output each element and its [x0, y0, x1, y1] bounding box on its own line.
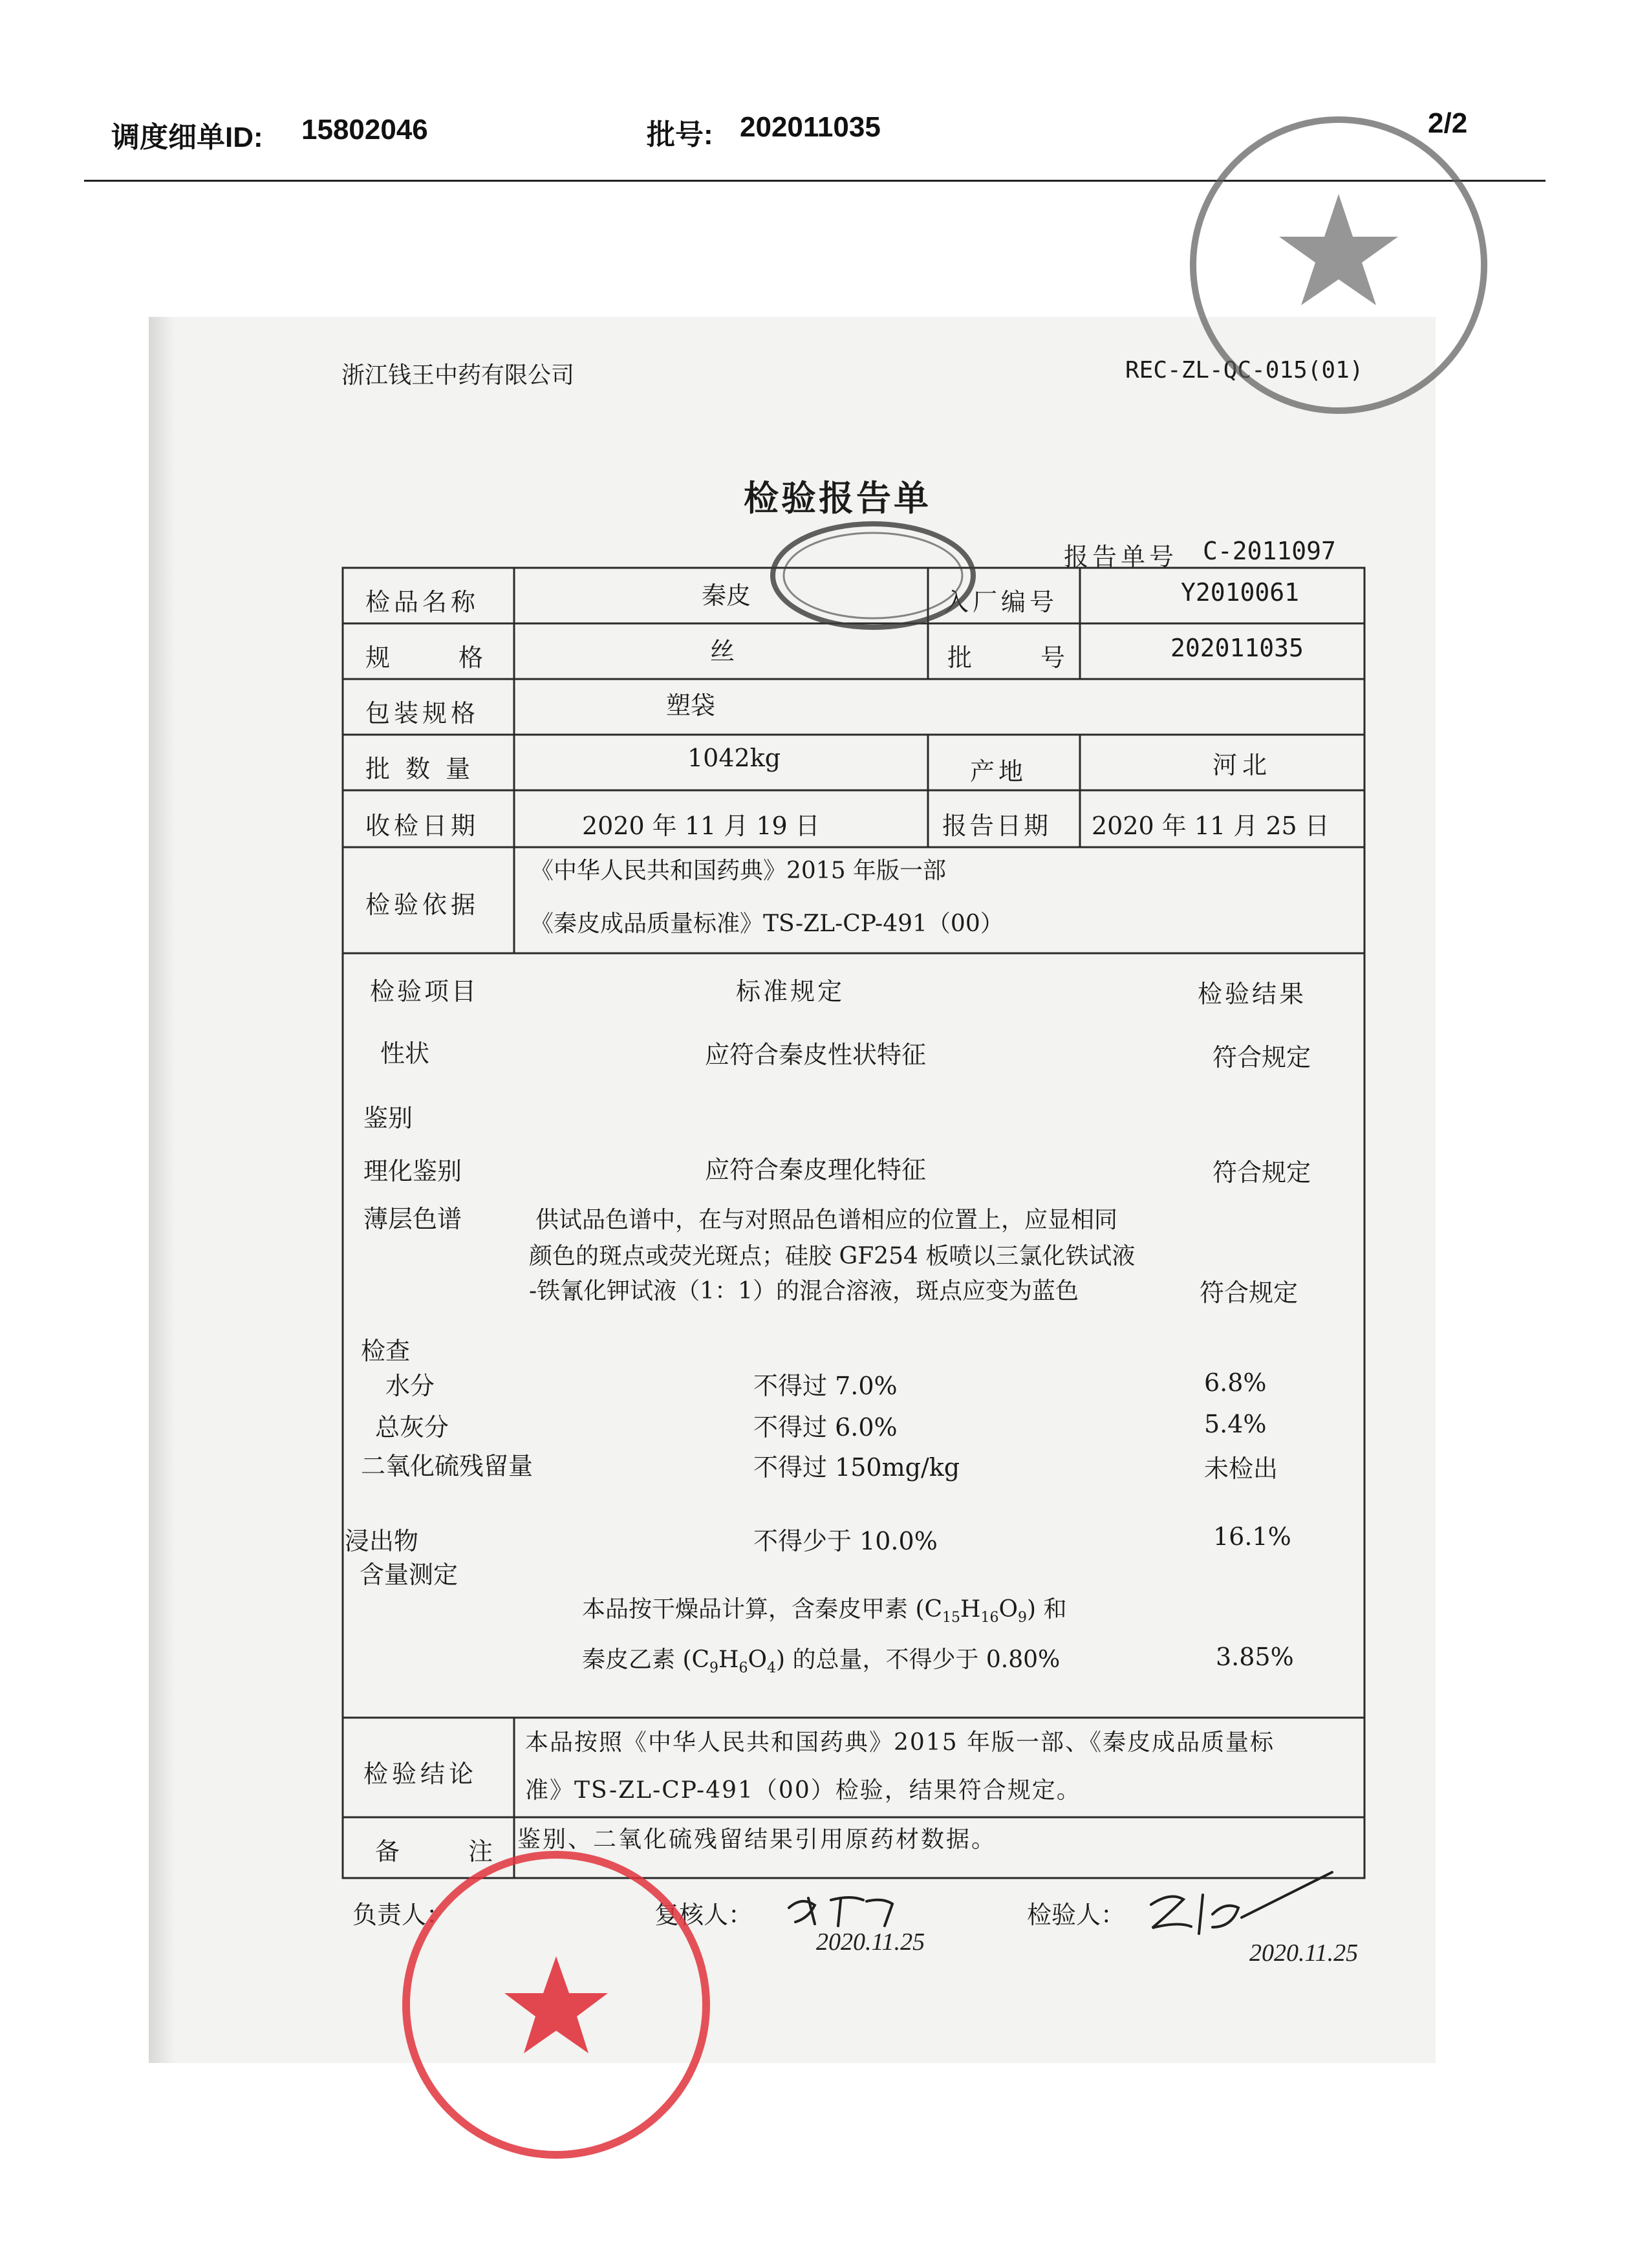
quantity-value: 1042kg — [687, 744, 781, 772]
spec-label: 规 格 — [365, 643, 490, 672]
test-character-item: 性状 — [380, 1039, 430, 1068]
conclusion-line-1: 本品按照《中华人民共和国药典》2015 年版一部、《秦皮成品质量标 — [525, 1729, 1275, 1756]
batch-label: 批号: — [647, 119, 713, 151]
test-tlc-item: 薄层色谱 — [363, 1205, 462, 1233]
lot-value: 202011035 — [1170, 634, 1304, 662]
receive-date-value: 2020 年 11 月 19 日 — [582, 812, 820, 840]
conclusion-label: 检验结论 — [363, 1760, 478, 1788]
test-extract-result: 16.1% — [1213, 1522, 1291, 1551]
test-ash-item: 总灰分 — [375, 1413, 449, 1442]
conclusion-line-2: 准》TS-ZL-CP-491（00）检验，结果符合规定。 — [525, 1777, 1081, 1804]
test-character-standard: 应符合秦皮性状特征 — [705, 1041, 927, 1069]
intake-code-value: Y2010061 — [1181, 578, 1300, 607]
test-water-result: 6.8% — [1204, 1368, 1267, 1397]
test-assay-standard-line-2: 秦皮乙素 $(C_9H_6O_4)$ 的总量，不得少于 0.80% — [582, 1647, 1061, 1677]
document-code: REC-ZL-QC-015(01) — [1125, 357, 1364, 383]
company-name: 浙江钱王中药有限公司 — [341, 362, 575, 389]
basis-line-2: 《秦皮成品质量标准》TS-ZL-CP-491（00） — [530, 911, 1004, 937]
page-indicator: 2/2 — [1428, 107, 1468, 139]
bottom-red-quality-seal — [394, 1843, 718, 2166]
top-right-company-seal — [1183, 110, 1494, 420]
spec-value: 丝 — [710, 637, 735, 665]
remark-label: 备 注 — [375, 1837, 500, 1866]
test-tlc-standard-line-2: 颜色的斑点或荧光斑点；硅胶 GF254 板喷以三氯化铁试液 — [529, 1243, 1136, 1269]
origin-value: 河北 — [1212, 751, 1273, 779]
test-ash-result: 5.4% — [1204, 1410, 1267, 1438]
col-header-result: 检验结果 — [1198, 980, 1307, 1008]
quality-inspection-seal — [763, 511, 983, 640]
intake-code-label: 入厂编号 — [944, 588, 1059, 616]
test-physchem-item: 理化鉴别 — [363, 1157, 462, 1185]
sample-name-label: 检品名称 — [365, 588, 480, 616]
test-so2-item: 二氧化硫残留量 — [361, 1452, 534, 1480]
dispatch-label: 调度细单ID: — [111, 122, 263, 153]
test-tlc-standard-line-3: -铁氰化钾试液（1：1）的混合溶液，斑点应变为蓝色 — [529, 1278, 1079, 1304]
report-number-label: 报告单号 — [1064, 543, 1178, 571]
basis-line-1: 《中华人民共和国药典》2015 年版一部 — [530, 858, 947, 884]
lot-label: 批 号 — [947, 643, 1072, 672]
package-spec-value: 塑袋 — [666, 691, 716, 720]
report-date-value: 2020 年 11 月 25 日 — [1092, 812, 1330, 840]
package-spec-label: 包装规格 — [365, 699, 480, 728]
inspector-sign-date: 2020.11.25 — [1249, 1939, 1359, 1967]
remark-text: 鉴别、二氧化硫残留结果引用原药材数据。 — [517, 1826, 997, 1853]
dispatch-id: 15802046 — [301, 114, 428, 146]
test-water-standard: 不得过 7.0% — [753, 1372, 898, 1400]
origin-label: 产地 — [970, 757, 1028, 786]
test-character-result: 符合规定 — [1212, 1043, 1311, 1072]
receive-date-label: 收检日期 — [365, 812, 480, 840]
test-so2-standard: 不得过 150mg/kg — [753, 1453, 960, 1482]
sample-name-value: 秦皮 — [702, 581, 751, 610]
reviewer-sign-date: 2020.11.25 — [816, 1928, 925, 1956]
batch-number: 202011035 — [740, 111, 881, 143]
test-water-item: 水分 — [385, 1372, 435, 1400]
test-physchem-result: 符合规定 — [1212, 1158, 1311, 1187]
basis-label: 检验依据 — [365, 891, 480, 919]
test-identification-item: 鉴别 — [363, 1104, 413, 1132]
test-extract-item: 浸出物 — [345, 1527, 419, 1555]
test-check-item: 检查 — [361, 1337, 411, 1365]
quantity-label: 批 数 量 — [365, 755, 475, 783]
test-assay-result: 3.85% — [1216, 1643, 1294, 1671]
col-header-standard: 标准规定 — [736, 977, 845, 1006]
test-so2-result: 未检出 — [1204, 1454, 1278, 1483]
test-tlc-standard-line-1: 供试品色谱中，在与对照品色谱相应的位置上，应显相同 — [535, 1207, 1118, 1233]
reviewer-label: 复核人： — [654, 1901, 753, 1929]
test-extract-standard: 不得少于 10.0% — [753, 1527, 938, 1555]
report-number: C-2011097 — [1203, 537, 1336, 565]
test-tlc-result: 符合规定 — [1200, 1279, 1299, 1307]
test-ash-standard: 不得过 6.0% — [753, 1413, 898, 1442]
responsible-label: 负责人： — [352, 1901, 451, 1929]
inspector-label: 检验人： — [1027, 1901, 1126, 1929]
report-date-label: 报告日期 — [942, 812, 1051, 840]
col-header-item: 检验项目 — [370, 977, 479, 1006]
test-physchem-standard: 应符合秦皮理化特征 — [705, 1156, 927, 1184]
test-assay-item: 含量测定 — [360, 1561, 458, 1589]
test-assay-standard-line-1: 本品按干燥品计算，含秦皮甲素 $(C_{15}H_{16}O_9)$ 和 — [582, 1596, 1067, 1626]
report-title: 检验报告单 — [744, 478, 931, 519]
